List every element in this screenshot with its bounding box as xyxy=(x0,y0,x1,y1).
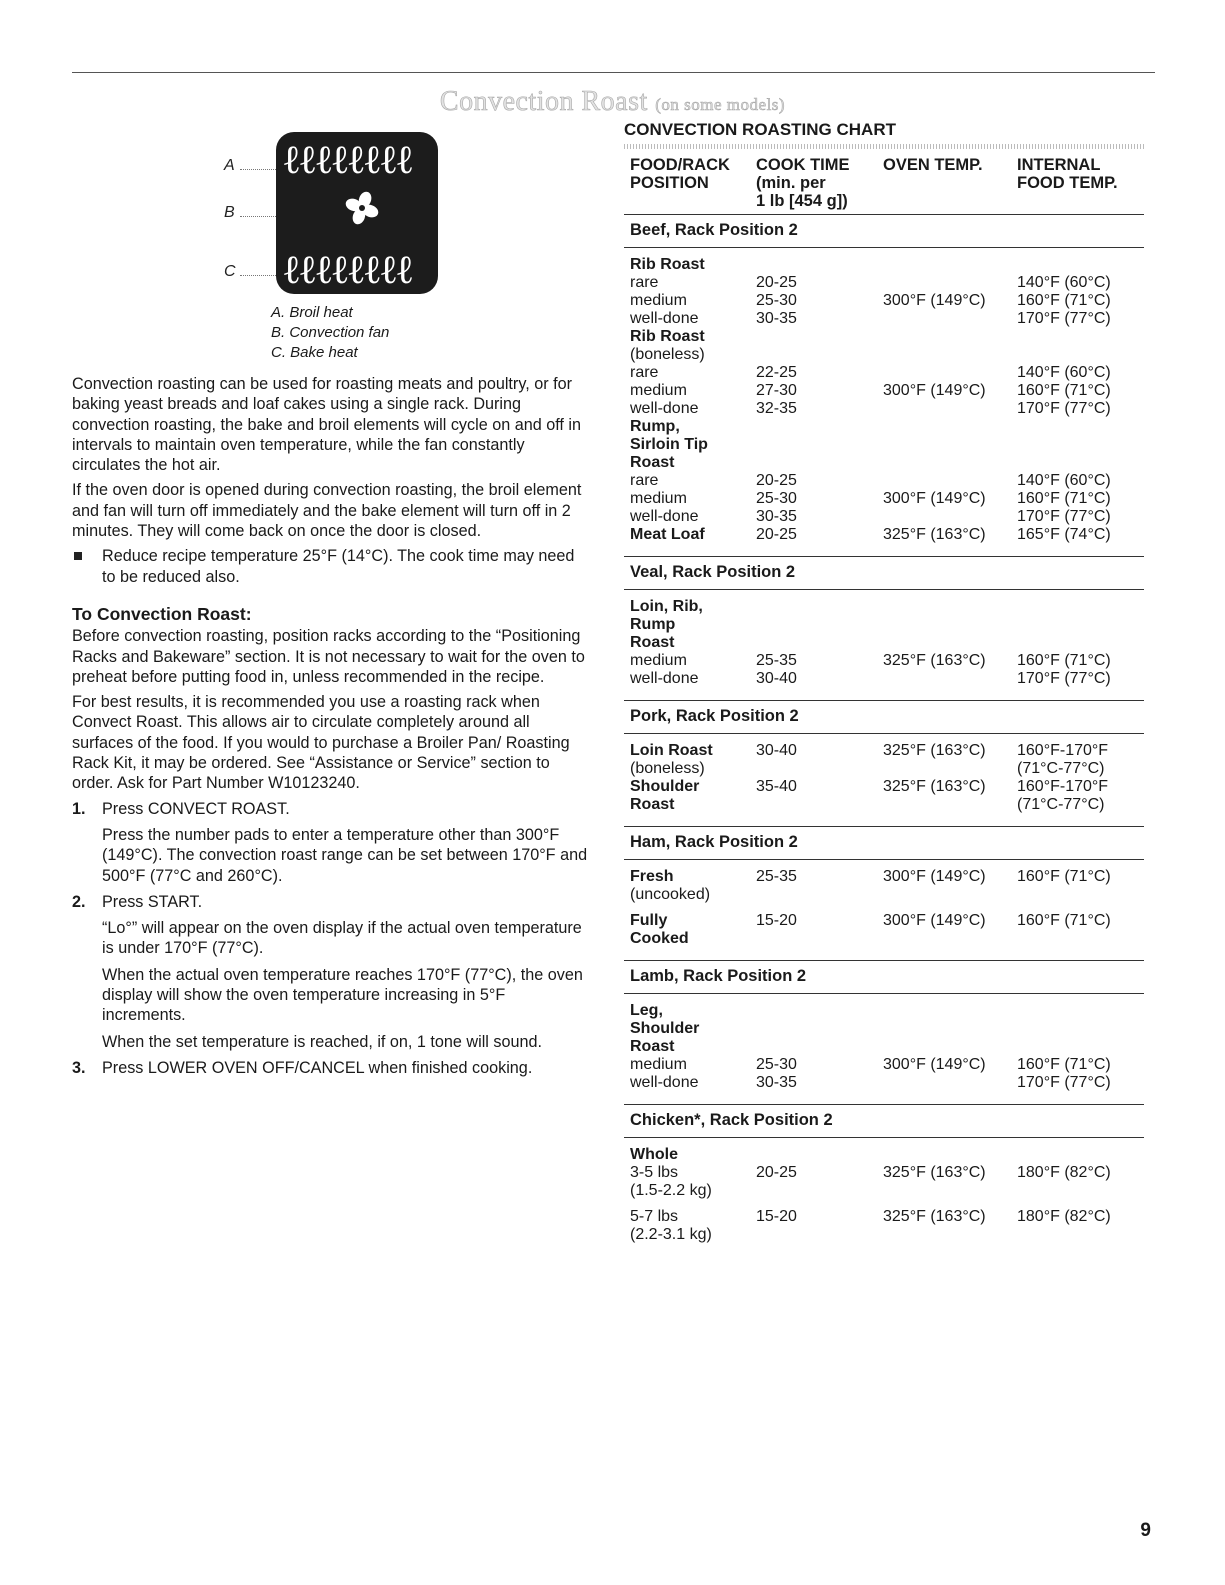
chart-row xyxy=(624,742,1144,760)
chart-row xyxy=(624,436,1144,454)
food-cell: medium xyxy=(630,1056,687,1073)
food-cell: (1.5-2.2 kg) xyxy=(630,1182,712,1199)
step-number: 2. xyxy=(72,892,86,911)
dotted-rule xyxy=(624,144,1144,149)
oven-temp-cell xyxy=(883,310,1017,328)
internal-temp-cell xyxy=(1017,418,1137,436)
chart-row xyxy=(624,1182,1144,1200)
oven-temp-cell: 325°F (163°C) xyxy=(883,742,986,759)
section-rule xyxy=(624,993,1144,994)
oven-temp-cell: 300°F (149°C) xyxy=(883,382,986,399)
chart-row xyxy=(624,292,1144,310)
internal-temp-cell: 180°F (82°C) xyxy=(1017,1164,1111,1181)
chart-section-heading: Beef, Rack Position 2 xyxy=(630,221,798,239)
bullet-item: Reduce recipe temperature 25°F (14°C). The cook time may need to be reduced also. xyxy=(72,546,592,587)
section-heading: To Convection Roast: xyxy=(72,603,252,624)
section-spacer xyxy=(624,688,1144,696)
chart-row xyxy=(624,598,1144,616)
chart-row xyxy=(624,472,1144,490)
callout-letter-a: A xyxy=(224,157,235,174)
food-cell: Roast xyxy=(630,796,675,813)
oven-temp-cell: 300°F (149°C) xyxy=(883,490,986,507)
cook-time-cell xyxy=(756,634,883,652)
chart-row xyxy=(624,778,1144,796)
step-text: Press CONVECT ROAST. xyxy=(102,799,290,818)
chart-row xyxy=(624,652,1144,670)
cook-time-cell xyxy=(756,1182,883,1200)
food-cell: (boneless) xyxy=(630,760,705,777)
oven-temp-cell xyxy=(883,796,1017,814)
food-cell: well-done xyxy=(630,670,699,687)
food-cell: Whole xyxy=(630,1146,678,1163)
food-cell: Fresh xyxy=(630,868,674,885)
oven-temp-cell xyxy=(883,256,1017,274)
cook-time-cell: 25-30 xyxy=(756,1056,797,1073)
internal-temp-cell: 170°F (77°C) xyxy=(1017,1074,1111,1091)
food-cell: Roast xyxy=(630,1038,675,1055)
cook-time-cell: 35-40 xyxy=(756,778,797,795)
internal-temp-cell: 170°F (77°C) xyxy=(1017,310,1111,327)
food-cell: rare xyxy=(630,472,659,489)
oven-temp-cell xyxy=(883,418,1017,436)
diagram-legend xyxy=(271,303,389,363)
row-gap xyxy=(624,1200,1144,1208)
step-text: Press LOWER OVEN OFF/CANCEL when finished cooking. xyxy=(102,1058,533,1077)
section-rule xyxy=(624,733,1144,734)
cook-time-cell xyxy=(756,418,883,436)
food-cell: well-done xyxy=(630,508,699,525)
chart-section-heading: Veal, Rack Position 2 xyxy=(630,563,796,581)
chart-section-heading: Chicken*, Rack Position 2 xyxy=(630,1111,833,1129)
chart-row xyxy=(624,274,1144,292)
legend-item: A. Broil heat xyxy=(271,304,353,321)
step-text: When the set temperature is reached, if on, 1 tone will sound. xyxy=(102,1032,543,1051)
chart-section-heading: Pork, Rack Position 2 xyxy=(630,707,799,725)
internal-temp-cell: 140°F (60°C) xyxy=(1017,472,1111,489)
chart-row xyxy=(624,1164,1144,1182)
broil-element-icon: ℓℓℓℓℓℓℓℓ xyxy=(282,140,412,180)
internal-temp-cell: 140°F (60°C) xyxy=(1017,364,1111,381)
cook-time-cell: 30-35 xyxy=(756,508,797,525)
chart-row xyxy=(624,454,1144,472)
internal-temp-cell: 170°F (77°C) xyxy=(1017,400,1111,417)
oven-temp-cell xyxy=(883,1020,1017,1038)
chart-row xyxy=(624,364,1144,382)
oven-temp-cell xyxy=(883,616,1017,634)
steps-list xyxy=(72,799,592,1079)
food-cell: Rib Roast xyxy=(630,256,705,273)
oven-temp-cell xyxy=(883,930,1017,948)
cook-time-cell xyxy=(756,1226,883,1244)
cook-time-cell: 30-35 xyxy=(756,310,797,327)
header-oven-temp: OVEN TEMP. xyxy=(883,156,983,174)
internal-temp-cell xyxy=(1017,1146,1137,1164)
food-cell: well-done xyxy=(630,400,699,417)
cook-time-cell: 30-35 xyxy=(756,1074,797,1091)
oven-temp-cell xyxy=(883,508,1017,526)
internal-temp-cell: 140°F (60°C) xyxy=(1017,274,1111,291)
cook-time-cell: 15-20 xyxy=(756,1208,797,1225)
food-cell: Sirloin Tip xyxy=(630,436,708,453)
cook-time-cell xyxy=(756,796,883,814)
internal-temp-cell xyxy=(1017,1226,1137,1244)
cook-time-cell xyxy=(756,328,883,346)
step-number: 3. xyxy=(72,1058,86,1077)
callout-letter-c: C xyxy=(224,263,236,280)
chart-title: CONVECTION ROASTING CHART xyxy=(624,120,896,139)
food-cell: Rump xyxy=(630,616,676,633)
oven-temp-cell xyxy=(883,670,1017,688)
food-cell: 3-5 lbs xyxy=(630,1164,679,1181)
chart-row xyxy=(624,912,1144,930)
paragraph: If the oven door is opened during convection roasting, the broil element and fan will turn off immediately and the bake element will turn off in 2 minutes. They will come back on once the door is closed. xyxy=(72,481,582,541)
chart-row xyxy=(624,526,1144,544)
cook-time-cell xyxy=(756,616,883,634)
oven-temp-cell xyxy=(883,1002,1017,1020)
bake-element-icon: ℓℓℓℓℓℓℓℓ xyxy=(282,250,412,290)
internal-temp-cell xyxy=(1017,346,1137,364)
oven-temp-cell xyxy=(883,454,1017,472)
row-gap xyxy=(624,904,1144,912)
internal-temp-cell xyxy=(1017,1020,1137,1038)
oven-temp-cell: 325°F (163°C) xyxy=(883,1208,986,1225)
section-spacer xyxy=(624,1244,1144,1252)
internal-temp-cell xyxy=(1017,1002,1137,1020)
chart-row xyxy=(624,1208,1144,1226)
food-cell: (2.2-3.1 kg) xyxy=(630,1226,712,1243)
page-number: 9 xyxy=(1140,1520,1151,1541)
chart-row xyxy=(624,796,1144,814)
chart-row xyxy=(624,508,1144,526)
cook-time-cell xyxy=(756,346,883,364)
oven-temp-cell: 300°F (149°C) xyxy=(883,868,986,885)
chart-row xyxy=(624,490,1144,508)
food-cell: Rump, xyxy=(630,418,680,435)
oven-temp-cell xyxy=(883,886,1017,904)
bullet-square-icon xyxy=(74,552,82,560)
chart-row xyxy=(624,1020,1144,1038)
food-cell: medium xyxy=(630,652,687,669)
oven-temp-cell: 325°F (163°C) xyxy=(883,526,986,543)
oven-temp-cell: 300°F (149°C) xyxy=(883,1056,986,1073)
cook-time-cell: 20-25 xyxy=(756,526,797,543)
chart-row xyxy=(624,418,1144,436)
food-cell: Loin Roast xyxy=(630,742,713,759)
chart-row xyxy=(624,1038,1144,1056)
cook-time-cell: 25-35 xyxy=(756,868,797,885)
step-text: Press START. xyxy=(102,892,203,911)
internal-temp-cell xyxy=(1017,634,1137,652)
step-text: Press the number pads to enter a temperature other than 300°F (149°C). The convection roast range can be set between 170°F and 500°F (77°C and 260°C). xyxy=(102,825,588,885)
cook-time-cell: 20-25 xyxy=(756,1164,797,1181)
oven-temp-cell: 325°F (163°C) xyxy=(883,1164,986,1181)
roasting-chart xyxy=(624,156,1144,1252)
cook-time-cell xyxy=(756,886,883,904)
cook-time-cell xyxy=(756,256,883,274)
food-cell: Shoulder xyxy=(630,1020,700,1037)
internal-temp-cell: 160°F (71°C) xyxy=(1017,912,1111,929)
oven-temp-cell xyxy=(883,1038,1017,1056)
cook-time-cell: 30-40 xyxy=(756,742,797,759)
chart-row xyxy=(624,382,1144,400)
cook-time-cell xyxy=(756,436,883,454)
internal-temp-cell xyxy=(1017,886,1137,904)
food-cell: medium xyxy=(630,382,687,399)
oven-temp-cell xyxy=(883,346,1017,364)
food-cell: Cooked xyxy=(630,930,689,947)
cook-time-cell: 25-30 xyxy=(756,490,797,507)
internal-temp-cell xyxy=(1017,436,1137,454)
chart-row xyxy=(624,310,1144,328)
step-item xyxy=(72,892,592,1052)
oven-temp-cell: 325°F (163°C) xyxy=(883,652,986,669)
chart-row xyxy=(624,868,1144,886)
internal-temp-cell xyxy=(1017,598,1137,616)
cook-time-cell: 22-25 xyxy=(756,364,797,381)
chart-row xyxy=(624,256,1144,274)
chart-section-heading: Lamb, Rack Position 2 xyxy=(630,967,807,985)
food-cell: Roast xyxy=(630,454,675,471)
food-cell: Shoulder xyxy=(630,778,700,795)
step-text: When the actual oven temperature reaches 170°F (77°C), the oven display will show the oven temperature increasing in 5°F increments. xyxy=(102,965,583,1025)
oven-temp-cell: 300°F (149°C) xyxy=(883,292,986,309)
chart-row xyxy=(624,1226,1144,1244)
header-food: FOOD/RACK POSITION xyxy=(630,156,730,192)
internal-temp-cell: 160°F (71°C) xyxy=(1017,652,1111,669)
step-number: 1. xyxy=(72,799,86,818)
chart-column xyxy=(624,120,1144,1252)
section-spacer xyxy=(624,814,1144,822)
food-cell: Fully xyxy=(630,912,668,929)
section-spacer xyxy=(624,1092,1144,1100)
internal-temp-cell: (71°C-77°C) xyxy=(1017,796,1105,813)
food-cell: (boneless) xyxy=(630,346,705,363)
internal-temp-cell xyxy=(1017,1038,1137,1056)
internal-temp-cell: 180°F (82°C) xyxy=(1017,1208,1111,1225)
convection-fan-icon xyxy=(344,190,380,226)
food-cell: (uncooked) xyxy=(630,886,711,903)
cook-time-cell: 15-20 xyxy=(756,912,797,929)
cook-time-cell xyxy=(756,1038,883,1056)
food-cell: rare xyxy=(630,274,659,291)
oven-temp-cell xyxy=(883,328,1017,346)
oven-temp-cell xyxy=(883,400,1017,418)
cook-time-cell: 27-30 xyxy=(756,382,797,399)
chart-row xyxy=(624,634,1144,652)
cook-time-cell xyxy=(756,1020,883,1038)
header-cook-time: COOK TIME (min. per 1 lb [454 g]) xyxy=(756,156,850,210)
internal-temp-cell: 160°F-170°F xyxy=(1017,778,1109,795)
oven-temp-cell xyxy=(883,1146,1017,1164)
chart-row xyxy=(624,886,1144,904)
cook-time-cell: 32-35 xyxy=(756,400,797,417)
cook-time-cell: 30-40 xyxy=(756,670,797,687)
section-spacer xyxy=(624,544,1144,552)
food-cell: medium xyxy=(630,292,687,309)
cook-time-cell: 20-25 xyxy=(756,472,797,489)
food-cell: Rib Roast xyxy=(630,328,705,345)
oven-temp-cell xyxy=(883,364,1017,382)
step-item xyxy=(72,799,592,886)
internal-temp-cell: 160°F (71°C) xyxy=(1017,292,1111,309)
chart-row xyxy=(624,400,1144,418)
legend-item: B. Convection fan xyxy=(271,324,390,341)
cook-time-cell xyxy=(756,454,883,472)
section-rule xyxy=(624,247,1144,248)
internal-temp-cell: 170°F (77°C) xyxy=(1017,508,1111,525)
food-cell: Roast xyxy=(630,634,675,651)
oven-temp-cell xyxy=(883,760,1017,778)
internal-temp-cell xyxy=(1017,616,1137,634)
cook-time-cell xyxy=(756,1002,883,1020)
oven-temp-cell xyxy=(883,1226,1017,1244)
food-cell: well-done xyxy=(630,1074,699,1091)
cook-time-cell xyxy=(756,760,883,778)
legend-item: C. Bake heat xyxy=(271,344,358,361)
food-cell: well-done xyxy=(630,310,699,327)
food-cell: 5-7 lbs xyxy=(630,1208,679,1225)
section-rule xyxy=(624,1137,1144,1138)
internal-temp-cell: 160°F (71°C) xyxy=(1017,382,1111,399)
paragraph: Convection roasting can be used for roasting meats and poultry, or for baking yeast breads and loaf cakes using a single rack. During convection roasting, the bake and broil elements will cycle on and off in intervals to maintain oven temperature, while the fan constantly circulates the hot air. xyxy=(72,375,582,475)
oven-temp-cell xyxy=(883,436,1017,454)
section-rule xyxy=(624,859,1144,860)
cook-time-cell xyxy=(756,598,883,616)
oven-temp-cell xyxy=(883,1074,1017,1092)
chart-row xyxy=(624,616,1144,634)
internal-temp-cell: 160°F (71°C) xyxy=(1017,868,1111,885)
oven-temp-cell xyxy=(883,472,1017,490)
chart-row xyxy=(624,930,1144,948)
food-cell: Meat Loaf xyxy=(630,526,705,543)
chart-row xyxy=(624,328,1144,346)
chart-row xyxy=(624,1146,1144,1164)
oven-temp-cell xyxy=(883,598,1017,616)
internal-temp-cell: 165°F (74°C) xyxy=(1017,526,1111,543)
step-item xyxy=(72,1058,592,1078)
header-internal-temp: INTERNAL FOOD TEMP. xyxy=(1017,156,1118,192)
cook-time-cell xyxy=(756,1146,883,1164)
cook-time-cell: 20-25 xyxy=(756,274,797,291)
internal-temp-cell: 160°F (71°C) xyxy=(1017,1056,1111,1073)
food-cell: Leg, xyxy=(630,1002,663,1019)
chart-row xyxy=(624,346,1144,364)
internal-temp-cell: 170°F (77°C) xyxy=(1017,670,1111,687)
cook-time-cell xyxy=(756,930,883,948)
oven-temp-cell: 300°F (149°C) xyxy=(883,912,986,929)
oven-temp-cell xyxy=(883,1182,1017,1200)
page-title: Convection Roast (on some models) xyxy=(439,86,786,117)
section-spacer xyxy=(624,948,1144,956)
cook-time-cell: 25-35 xyxy=(756,652,797,669)
oven-temp-cell xyxy=(883,274,1017,292)
paragraph: For best results, it is recommended you use a roasting rack when Convect Roast. This allows air to circulate completely around all surfaces of the food. If you would to purchase a Broiler Pan/ Roasting Rack Kit, it may be ordered. See “Assistance or Service” section to order. Ask for Part Number W10123240. xyxy=(72,693,570,793)
chart-section-heading: Ham, Rack Position 2 xyxy=(630,833,798,851)
internal-temp-cell: 160°F (71°C) xyxy=(1017,490,1111,507)
chart-row xyxy=(624,1074,1144,1092)
step-text: “Lo°” will appear on the oven display if the actual oven temperature is under 170°F (77°C). xyxy=(102,919,582,958)
callout-letter-b: B xyxy=(224,204,235,221)
internal-temp-cell xyxy=(1017,930,1137,948)
internal-temp-cell xyxy=(1017,256,1137,274)
oven-cavity xyxy=(276,132,438,294)
top-rule xyxy=(72,72,1155,73)
oven-temp-cell xyxy=(883,634,1017,652)
section-rule xyxy=(624,589,1144,590)
internal-temp-cell xyxy=(1017,454,1137,472)
food-cell: medium xyxy=(630,490,687,507)
food-cell: rare xyxy=(630,364,659,381)
chart-row xyxy=(624,1002,1144,1020)
instructions-column xyxy=(72,374,592,1084)
chart-row xyxy=(624,670,1144,688)
oven-temp-cell: 325°F (163°C) xyxy=(883,778,986,795)
food-cell: Loin, Rib, xyxy=(630,598,703,615)
internal-temp-cell: (71°C-77°C) xyxy=(1017,760,1105,777)
chart-row xyxy=(624,1056,1144,1074)
internal-temp-cell xyxy=(1017,1182,1137,1200)
internal-temp-cell xyxy=(1017,328,1137,346)
paragraph: Before convection roasting, position racks according to the “Positioning Racks and Bakeware” section. It is not necessary to wait for the oven to preheat before putting food in, unless recommended in the recipe. xyxy=(72,627,585,686)
cook-time-cell: 25-30 xyxy=(756,292,797,309)
internal-temp-cell: 160°F-170°F xyxy=(1017,742,1109,759)
chart-row xyxy=(624,760,1144,778)
chart-header-row xyxy=(624,156,1144,210)
oven-diagram xyxy=(222,130,452,298)
